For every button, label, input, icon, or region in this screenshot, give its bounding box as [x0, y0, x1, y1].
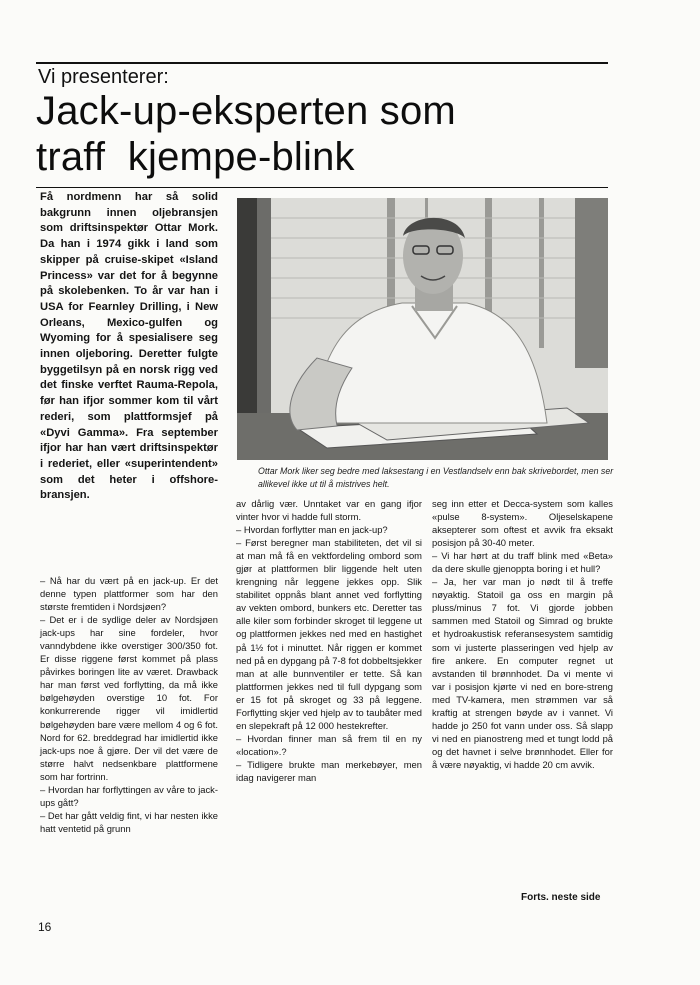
headline: [36, 88, 636, 180]
paragraph: – Det er i de sydlige deler av Nordsjøen jack-ups har sine fordeler, hvor vanndybdene ikke overstiger 300/350 fot. Er disse riggene først kommet på plass påvirkes boringen lite av været. Drawback har man først ved forflytting, da må ikke bølgehøyden overstige 10 fot. For konkurrerende rigger vil imidlertid bølgehøyden bare være mellom 4 og 6 fot. Nord for 62. breddegrad har imidlertid ikke jack-ups noe å gjøre. Der vil det være de større halvt nedsenkbare plattformene som har fortrinn.: [40, 614, 218, 782]
article-column-2: [236, 497, 422, 784]
paragraph: av dårlig vær. Unntaket var en gang ifjor vinter hvor vi hadde full storm.: [236, 498, 422, 523]
paragraph: – Vi har hørt at du traff blink med «Beta» da dere skulle gjenoppta boring i et hull?: [432, 550, 613, 575]
paragraph: – Hvordan har forflyttingen av våre to jack-ups gått?: [40, 783, 218, 808]
paragraph: – Først beregner man stabiliteten, det vil si at man må få en vektfordeling ombord som gjør at plattformen blir liggende helt uten krengning når leggene jekkes opp. Slik stabilitet oppnås blant annet ved forflytting av vekten ombord, bunkers etc. Deretter tas alle kiler som forbinder skroget til leggene ut og plattformen jekkes ned med en hastighet på 1½ fot i minuttet. Når riggen er kommet ned på en dypgang på 7-8 fot dobbeltsjekker man at alle bunnventiler er tette. Så kan plattformen jekkes ned til full dypgang som er 15 fot på skroget og 33 på leggene. Forflytting skjer ved hjelp av to taubåter med en slepekraft på 12 000 hestekrefter.: [236, 537, 422, 731]
headline-rule: [36, 187, 608, 188]
paragraph: seg inn etter et Decca-system som kalles «pulse 8-system». Oljeselskapene aksepterer som oftest et avvik fra eksakt posisjon på 30-40 meter.: [432, 498, 613, 549]
paragraph: – Hvordan finner man så frem til en ny «location».?: [236, 732, 422, 757]
paragraph: – Nå har du vært på en jack-up. Er det denne typen plattformer som har den største fremtiden i Nordsjøen?: [40, 575, 218, 613]
paragraph: – Det har gått veldig fint, vi har nesten ikke hatt ventetid på grunn: [40, 809, 218, 834]
portrait-photo: [237, 198, 608, 460]
portrait-illustration: [237, 198, 608, 460]
paragraph: – Tidligere brukte man merkebøyer, men idag navigerer man: [236, 758, 422, 783]
photo-caption: Ottar Mork liker seg bedre med laksestang i en Vestlandselv enn bak skrivebordet, men ser allikevel ikke ut til å mistrives helt.: [258, 466, 614, 489]
headline-line-1: Jack-up-eksperten som: [36, 89, 456, 133]
kicker: Vi presenterer:: [38, 66, 169, 88]
top-rule: [36, 62, 608, 64]
headline-line-2: traff kjempe-blink: [36, 135, 355, 179]
paragraph: – Hvordan forflytter man en jack-up?: [236, 524, 388, 536]
lead-paragraph: Få nordmenn har så solid bakgrunn innen oljebransjen som driftsinspektør Ottar Mork. Da han i 1974 gikk i land som skipper på cruise-skipet «Island Princess» var det for å begynne på skolebenken. To år var han i USA for Fearnley Drilling, i New Orleans, Mexico-gulfen og Wyoming for å spesialisere seg innen oljeboring. Deretter fulgte byggetilsyn på en norsk rigg ved det finske verftet Rauma-Repola, før han ifjor sommer kom til vårt rederi, som plattformsjef på «Dyvi Gamma». Fra september ifjor har han vært driftsinspektør i rederiet, eller «superintendent» som det heter i offshore-bransjen.: [40, 191, 218, 502]
continued-notice: Forts. neste side: [521, 892, 601, 903]
paragraph: – Ja, her var man jo nødt til å treffe nøyaktig. Statoil ga oss en margin på pluss/minus 7 fot. Vi gjorde jobben sammen med Statoil og Simrad og brukte et hydroakustisk referansesystem samtidig som vi justerte plasseringen ved hjelp av fire ankere. En computer regnet ut avstanden til brønnhodet. Da vi mente vi var i posisjon kjørte vi ned en bore-streng med TV-kamera, men strømmen var så kraftig at strengen bøyde av i vannet. Vi hadde jo 250 fot vann under oss. Så slapp vi ned en pianostreng med et tungt lodd på og det havnet i selve brønnhodet. Eller for å være nøyaktig, vi hadde 20 cm avvik.: [432, 576, 613, 770]
article-column-1: [40, 574, 218, 835]
article-column-3: [432, 497, 613, 771]
page-number: 16: [38, 920, 52, 934]
